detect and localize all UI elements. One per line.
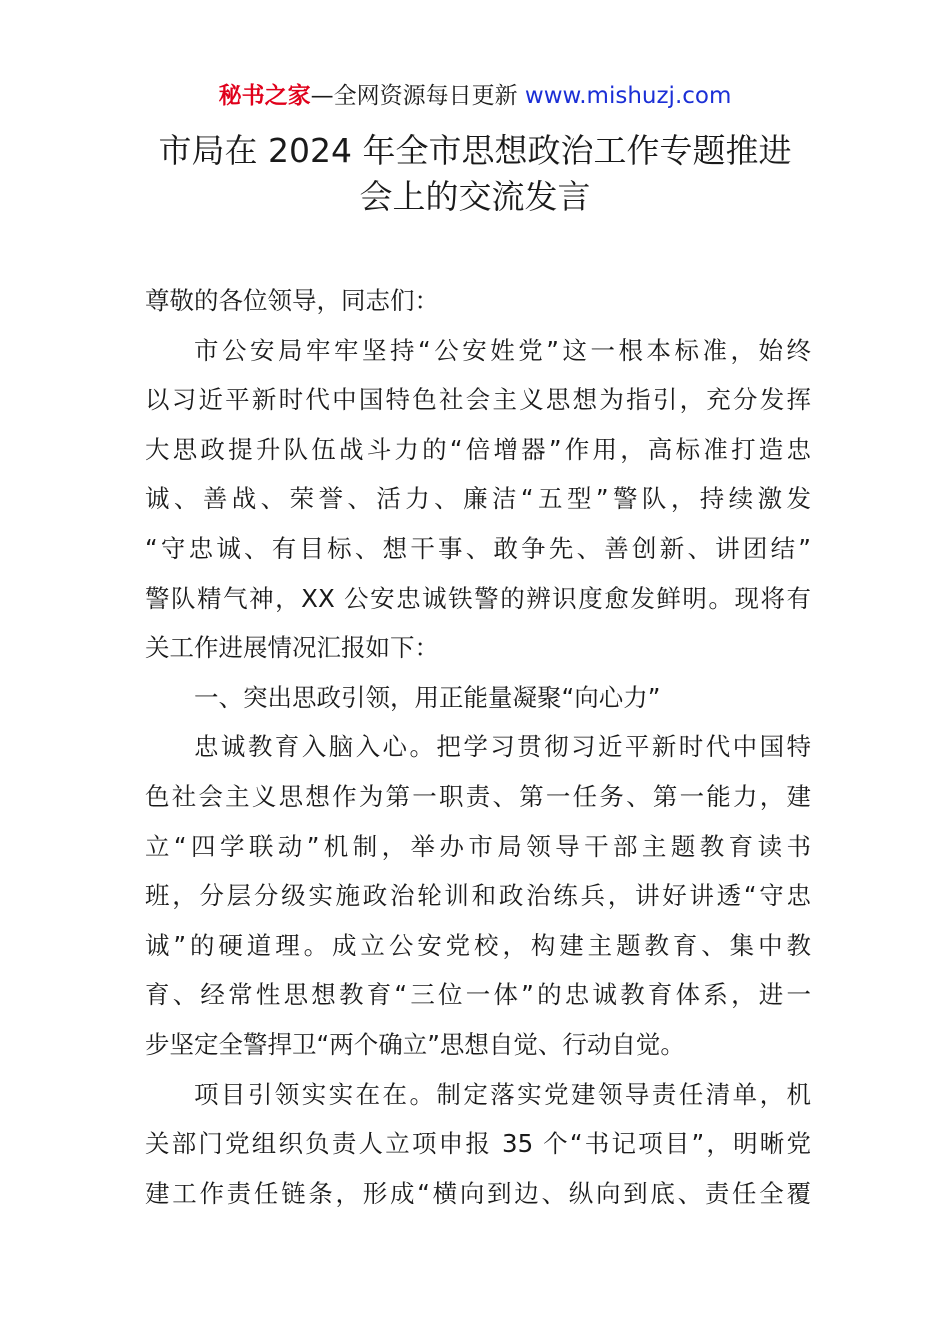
paragraph-line: 关工作进展情况汇报如下： [145, 633, 439, 663]
paragraph-line: 立“四学联动”机制，举办市局领导干部主题教育读书 [145, 831, 811, 861]
paragraph-line: 项目引领实实在在。制定落实党建领导责任清单，机 [194, 1079, 811, 1109]
brand-name: 秘书之家 [218, 83, 311, 109]
greeting: 尊敬的各位领导，同志们： [145, 286, 439, 315]
site-url-link[interactable]: www.mishuzj.com [524, 83, 732, 109]
paragraph-line: 诚、善战、荣誉、活力、廉洁“五型”警队，持续激发 [145, 484, 811, 514]
paragraph-line: 班，分层分级实施政治轮训和政治练兵，讲好讲透“守忠 [145, 881, 811, 911]
paragraph-line: 市公安局牢牢坚持“公安姓党”这一根本标准，始终 [194, 335, 811, 365]
paragraph-3 [145, 1070, 811, 1219]
paragraph-line: “守忠诚、有目标、想干事、敢争先、善创新、讲团结” [145, 533, 811, 563]
paragraph-line: 步坚定全警捍卫“两个确立”思想自觉、行动自觉。 [145, 1029, 685, 1059]
title-line-1: 市局在 2024 年全市思想政治工作专题推进 [158, 131, 792, 170]
paragraph-line: 警队精气神，XX 公安忠诚铁警的辨识度愈发鲜明。现将有 [145, 583, 811, 613]
paragraph-line: 诚”的硬道理。成立公安党校，构建主题教育、集中教 [145, 930, 811, 960]
paragraph-line: 忠诚教育入脑入心。把学习贯彻习近平新时代中国特 [194, 732, 811, 762]
paragraph-1 [145, 326, 811, 673]
paragraph-line: 大思政提升队伍战斗力的“倍增器”作用，高标准打造忠 [145, 434, 811, 464]
document-title [120, 128, 830, 220]
paragraph-line: 关部门党组织负责人立项申报 35 个“书记项目”，明晰党 [145, 1129, 811, 1159]
paragraph-line: 育、经常性思想教育“三位一体”的忠诚教育体系，进一 [145, 980, 811, 1010]
title-line-2: 会上的交流发言 [359, 177, 591, 216]
paragraph-line: 建工作责任链条，形成“横向到边、纵向到底、责任全覆 [145, 1178, 811, 1208]
banner-tagline: —全网资源每日更新 [310, 83, 525, 109]
document-body [145, 276, 811, 1218]
section-heading-1: 一、突出思政引领，用正能量凝聚“向心力” [194, 682, 661, 712]
site-banner [0, 80, 950, 112]
paragraph-line: 以习近平新时代中国特色社会主义思想为指引，充分发挥 [145, 385, 811, 415]
paragraph-2 [145, 722, 811, 1069]
paragraph-line: 色社会主义思想作为第一职责、第一任务、第一能力，建 [145, 781, 811, 811]
